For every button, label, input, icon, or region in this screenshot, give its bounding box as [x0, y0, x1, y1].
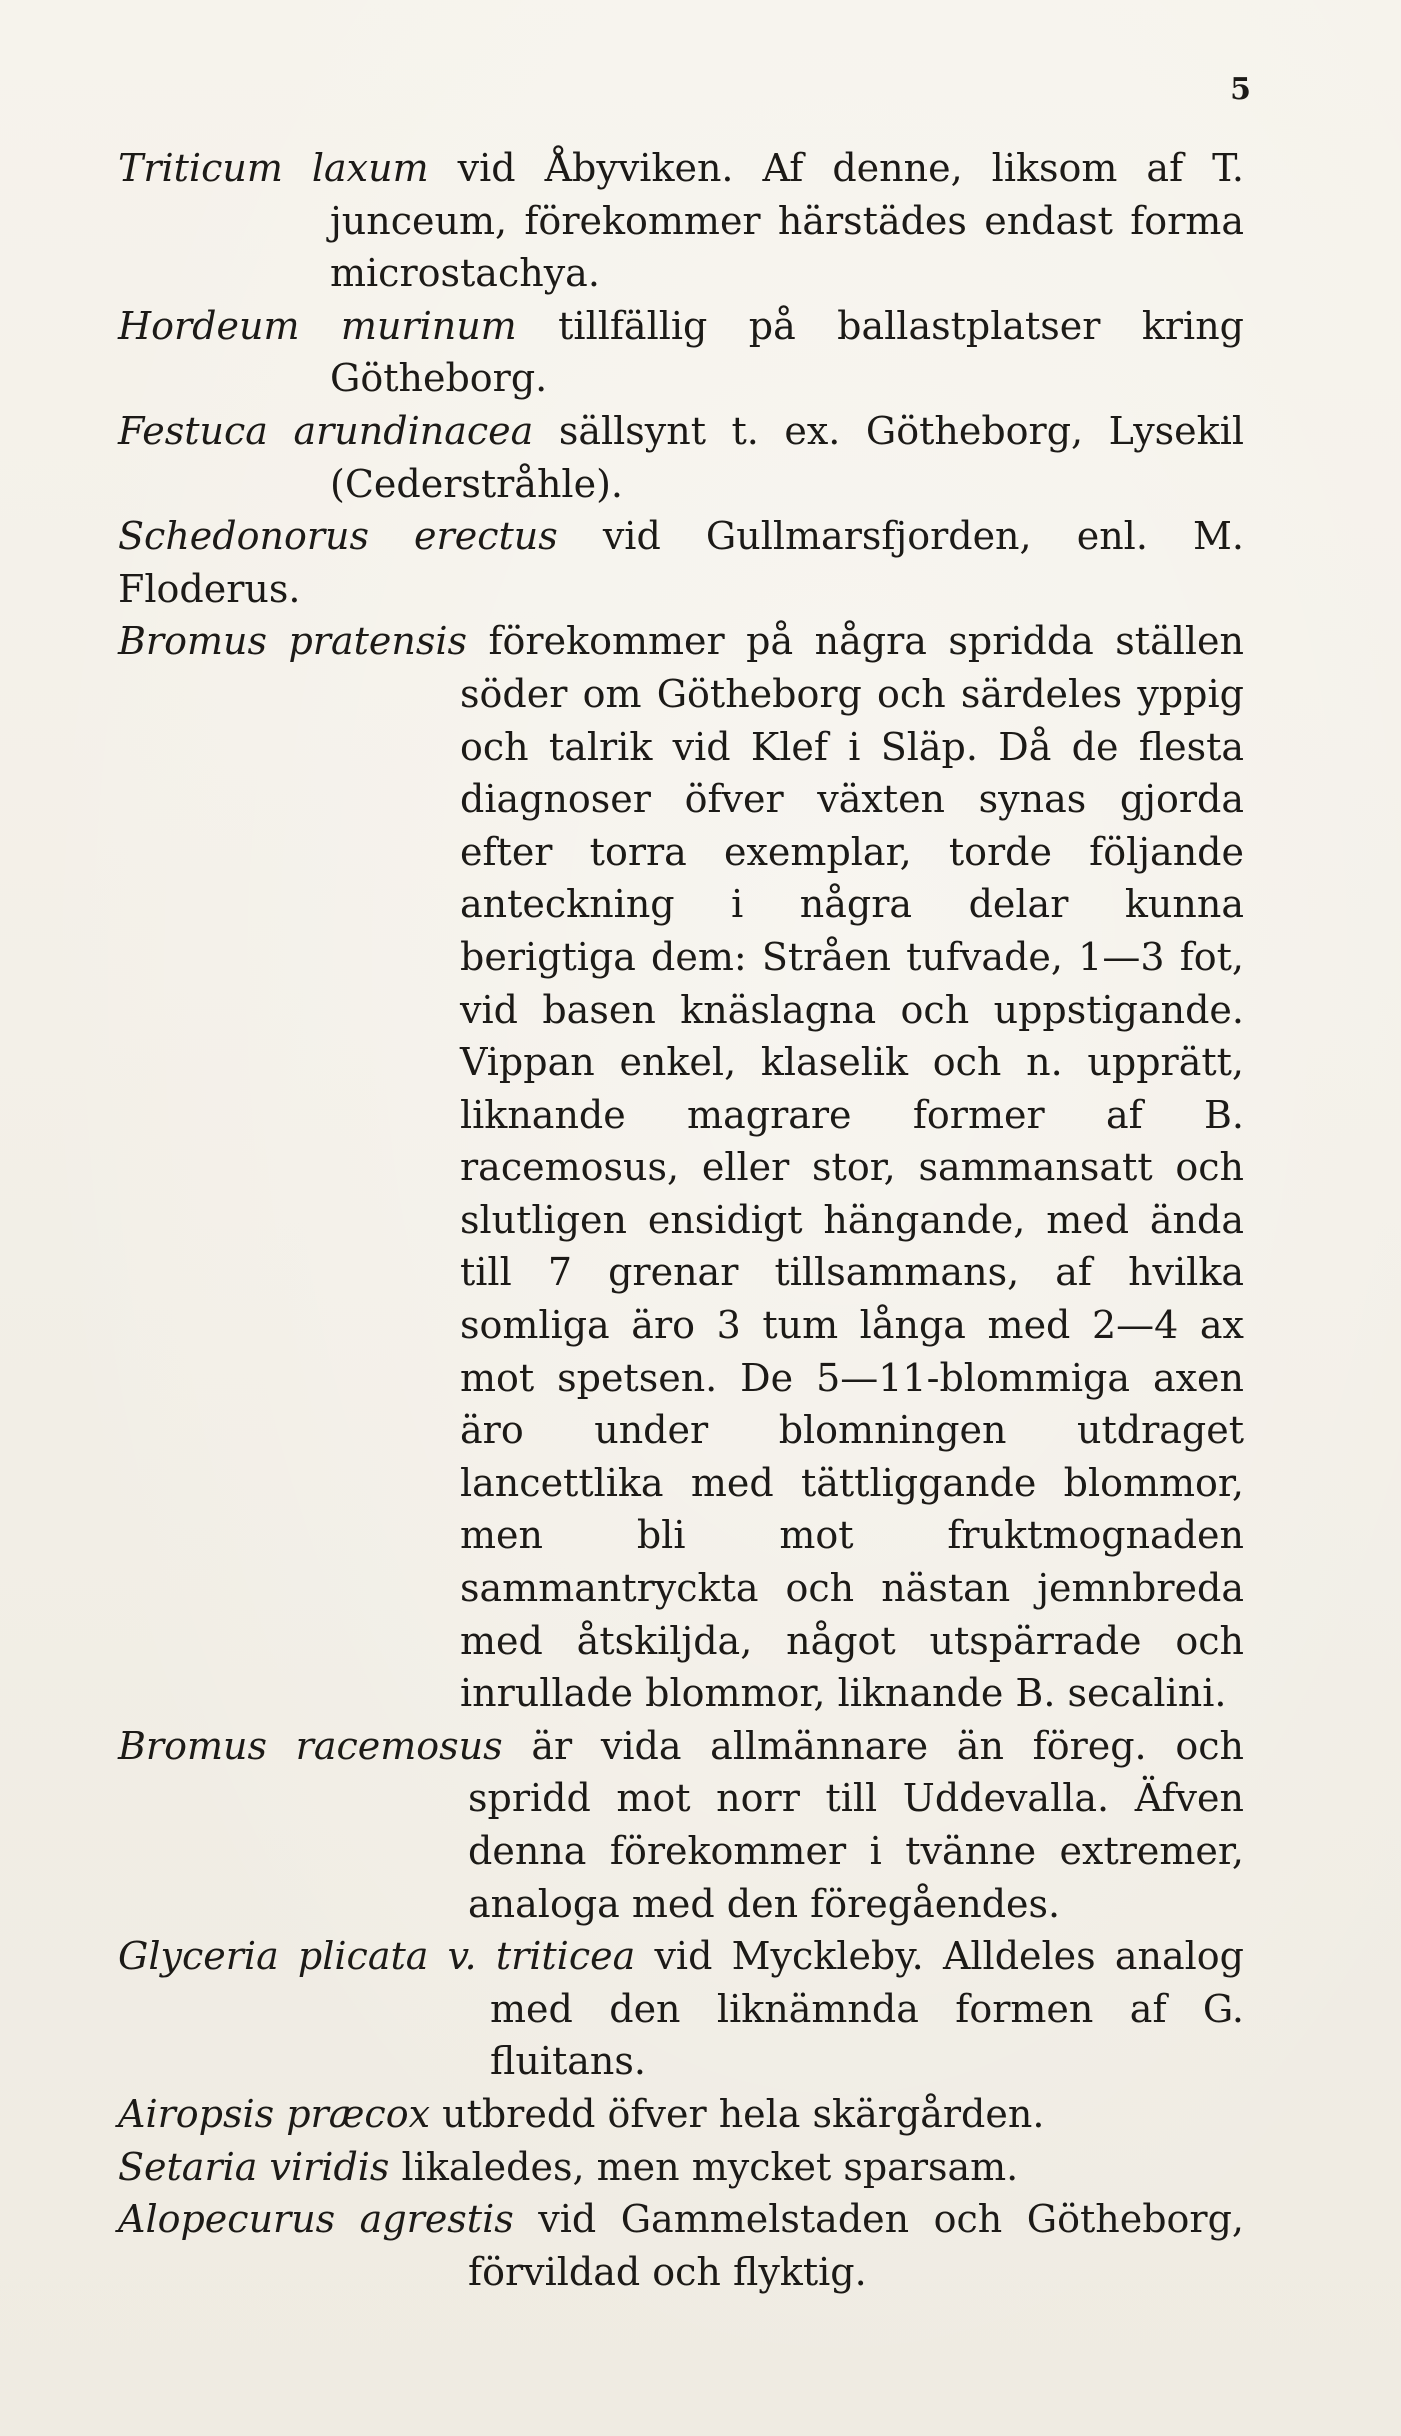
species-description: vid Gammelstaden och Götheborg, förvildad och flyktig.	[468, 2197, 1244, 2294]
species-name: Hordeum murinum	[118, 303, 517, 348]
species-description: vid Myckleby. Alldeles analog med den liknämnda formen af G. fluitans.	[490, 1934, 1244, 2084]
species-name: Triticum laxum	[118, 146, 429, 190]
species-entry	[118, 300, 1244, 405]
species-entry	[118, 142, 1244, 300]
species-description: sällsynt t. ex. Götheborg, Lysekil (Cederstråhle).	[330, 408, 1244, 506]
species-description: är vida allmännare än föreg. och spridd mot norr till Uddevalla. Äfven denna förekommer i tvänne extremer, analoga med den föregåendes.	[468, 1723, 1244, 1926]
species-name: Festuca arundinacea	[118, 408, 534, 453]
species-entry	[118, 1720, 1244, 1930]
species-name: Bromus pratensis	[118, 619, 467, 664]
species-name: Alopecurus agrestis	[118, 2197, 514, 2242]
species-description: utbredd öfver hela skärgården.	[442, 2091, 1045, 2136]
species-description: vid Åbyviken. Af denne, liksom af T. junceum, förekommer härstädes endast forma microstachya.	[330, 146, 1244, 296]
species-name: Schedonorus erectus	[118, 514, 558, 559]
species-entry	[118, 1930, 1244, 2088]
species-name: Setaria viridis	[118, 2144, 390, 2189]
page-number: 5	[1230, 72, 1251, 107]
species-name: Glyceria plicata v. triticea	[118, 1934, 636, 1979]
species-entry	[118, 2141, 1244, 2194]
species-entry	[118, 405, 1244, 510]
species-entry	[118, 615, 1244, 1719]
species-entry	[118, 2193, 1244, 2298]
species-entry	[118, 2088, 1244, 2141]
species-description: likaledes, men mycket sparsam.	[401, 2144, 1019, 2189]
species-entry	[118, 510, 1244, 615]
species-description: tillfällig på ballastplatser kring Götheborg.	[330, 303, 1244, 401]
species-list	[118, 142, 1244, 2298]
species-name: Bromus racemosus	[118, 1723, 503, 1768]
species-name: Airopsis præcox	[118, 2091, 430, 2136]
species-description: vid Gullmarsfjorden, enl. M. Floderus.	[118, 514, 1244, 611]
species-description: förekommer på några spridda ställen söder om Götheborg och särdeles yppig och talrik vid Klef i Släp. Då de flesta diagnoser öfver växten synas gjorda efter torra exemplar, torde följande anteckning i några delar kunna berigtiga dem: Stråen tufvade, 1—3 fot, vid basen knäslagna och uppstigande. Vippan enkel, klaselik och n. upprätt, liknande magrare former af B. racemosus, eller stor, sammansatt och slutligen ensidigt hängande, med ända till 7 grenar tillsammans, af hvilka somliga äro 3 tum långa med 2—4 ax mot spetsen. De 5—11-blommiga axen äro under blomningen utdraget lancettlika med tättliggande blommor, men bli mot fruktmognaden sammantryckta och nästan jemnbreda med åtskiljda, något utspärrade och inrullade blommor, liknande B. secalini.	[460, 619, 1244, 1716]
